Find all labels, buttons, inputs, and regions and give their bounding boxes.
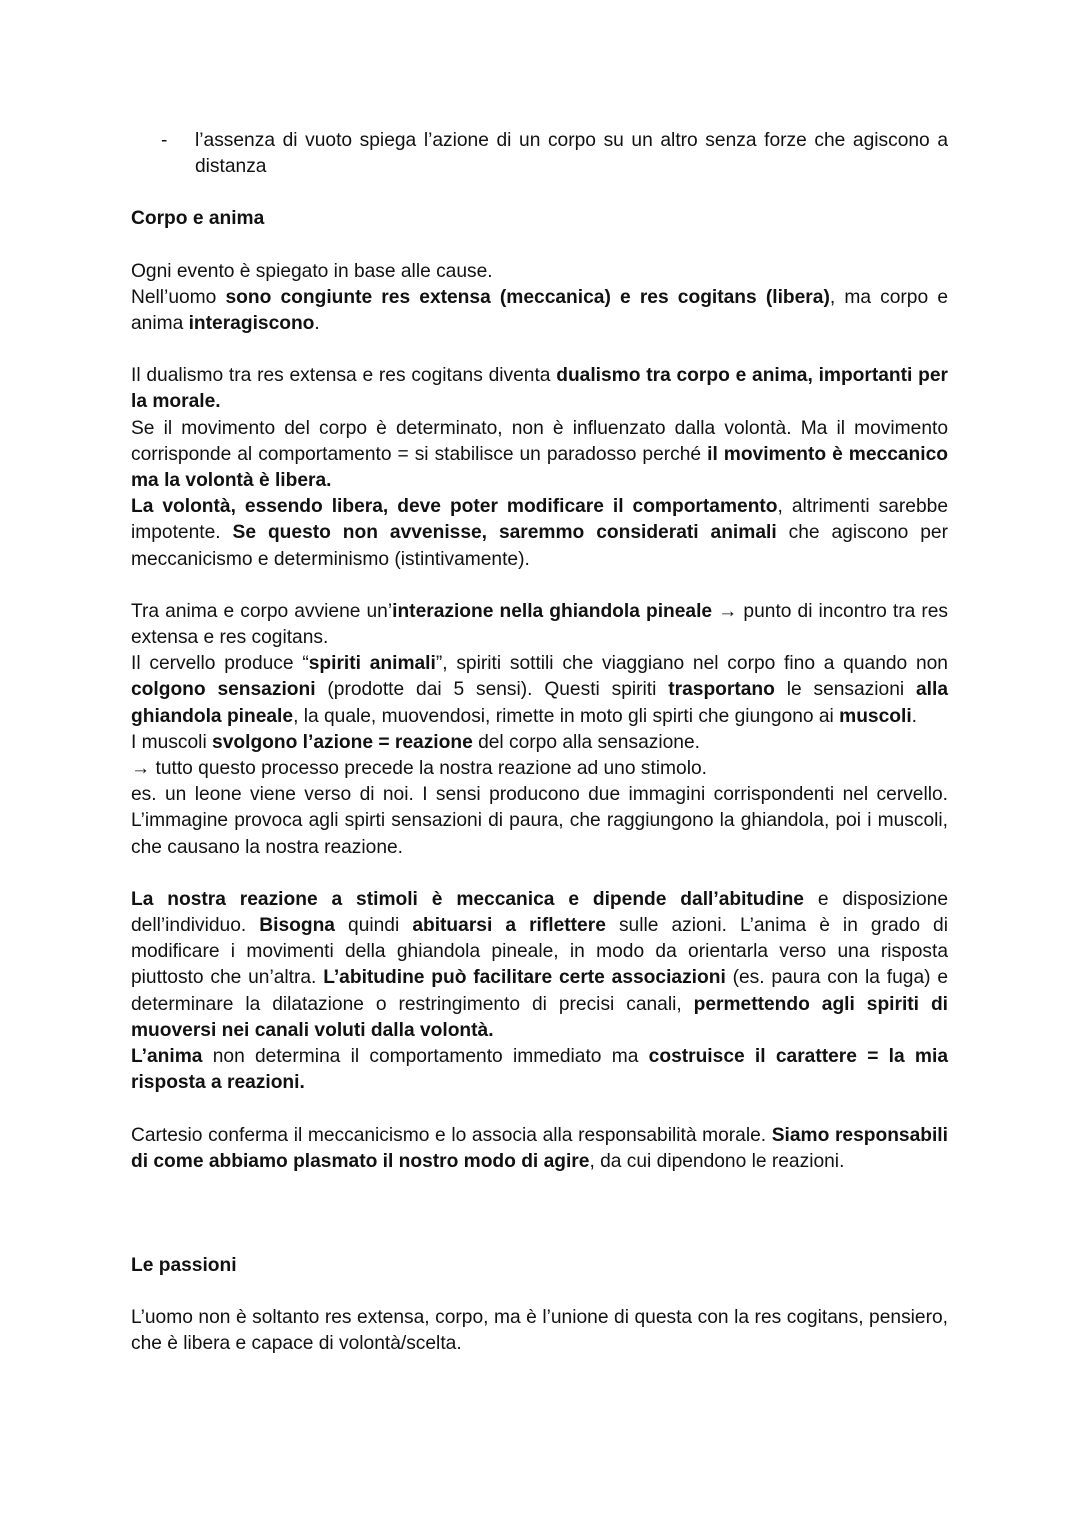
bold-text-run: trasportano bbox=[668, 679, 775, 701]
bold-text-run: Siamo responsabili di come abbiamo plasmato il nostro modo di agire bbox=[131, 1124, 948, 1172]
text-run: quindi bbox=[334, 915, 413, 937]
text-run: , la quale, muovendosi, rimette in moto gli spirti che giungono ai bbox=[293, 705, 840, 727]
text-run: Tra anima e corpo avviene un’ bbox=[131, 600, 393, 622]
text-run: (prodotte dai 5 sensi). Questi spiriti bbox=[315, 679, 669, 701]
bold-text-run: La nostra reazione a stimoli è meccanica e dipende dall’abitudine bbox=[131, 888, 804, 910]
text-run: del corpo alla sensazione. bbox=[472, 731, 700, 753]
text-run: , ma corpo e anima bbox=[131, 286, 948, 335]
bullet-marker: - bbox=[161, 130, 168, 151]
text-run: che agiscono per meccanicismo e determinismo (istintivamente). bbox=[131, 522, 948, 570]
heading-corpo-e-anima: Corpo e anima bbox=[131, 208, 265, 230]
text-run: → tutto questo processo precede la nostra reazione ad uno stimolo. bbox=[131, 758, 707, 780]
text-run: (es. paura con la fuga) e determinare la dilatazione o restringimento di precisi canali, bbox=[131, 967, 949, 1015]
text-run: Se il movimento del corpo è determinato, non è influenzato dalla volontà. Ma il movimento corrisponde al comportamento = si stabilisce un paradosso perché bbox=[131, 417, 948, 465]
bold-text-run: colgono sensazioni bbox=[131, 679, 316, 701]
paragraph bbox=[131, 494, 948, 573]
bold-text-run: alla ghiandola pineale bbox=[131, 679, 948, 727]
text-run: . bbox=[314, 313, 320, 335]
paragraph bbox=[131, 599, 948, 651]
paragraph bbox=[131, 416, 948, 495]
text-run: le sensazioni bbox=[774, 679, 916, 701]
text-run: Ogni evento è spiegato in base alle cause. bbox=[131, 260, 493, 282]
bold-text-run: Bisogna bbox=[259, 915, 335, 937]
text-run: L’uomo non è soltanto res extensa, corpo, ma è l’unione di questa con la res cogitans, pensiero, che è libera e capace di volontà/scelta. bbox=[131, 1307, 948, 1355]
text-run: Nell’uomo bbox=[131, 286, 226, 308]
text-run: . bbox=[911, 705, 917, 727]
heading-le-passioni: Le passioni bbox=[131, 1254, 237, 1276]
paragraph bbox=[131, 1044, 948, 1096]
paragraph bbox=[131, 1305, 948, 1357]
bold-text-run: permettendo agli spiriti di muoversi nei canali voluti dalla volontà. bbox=[131, 993, 948, 1041]
bullet-item bbox=[131, 128, 948, 180]
bold-text-run: interagiscono bbox=[188, 313, 315, 335]
paragraph bbox=[131, 887, 948, 1044]
text-run: e disposizione dell’individuo. bbox=[131, 888, 948, 937]
paragraph bbox=[131, 1123, 948, 1175]
text-run: → punto di incontro tra res extensa e res cogitans. bbox=[131, 600, 948, 649]
text-run: sulle azioni. L’anima è in grado di modificare i movimenti della ghiandola pineale, in modo da orientarla verso una risposta piuttosto che un’altra. bbox=[131, 915, 948, 989]
paragraph bbox=[131, 285, 948, 337]
paragraph bbox=[131, 651, 948, 730]
bold-text-run: muscoli bbox=[839, 705, 912, 727]
bold-text-run: L’anima bbox=[131, 1046, 203, 1068]
bold-text-run: il movimento è meccanico ma la volontà è libera. bbox=[131, 443, 948, 492]
bold-text-run: interazione nella ghiandola pineale bbox=[392, 600, 713, 622]
paragraph bbox=[131, 259, 948, 285]
paragraph bbox=[131, 730, 948, 756]
bold-text-run: sono congiunte res extensa (meccanica) e res cogitans (libera) bbox=[225, 286, 830, 308]
text-run: Il dualismo tra res extensa e res cogitans diventa bbox=[131, 365, 557, 387]
text-run: Cartesio conferma il meccanicismo e lo associa alla responsabilità morale. bbox=[131, 1124, 772, 1146]
bold-text-run: spiriti animali bbox=[308, 653, 436, 675]
text-run: , da cui dipendono le reazioni. bbox=[589, 1150, 845, 1172]
text-run: ”, spiriti sottili che viaggiano nel corpo fino a quando non bbox=[435, 653, 948, 675]
paragraph bbox=[131, 782, 948, 861]
paragraph bbox=[131, 756, 948, 782]
bold-text-run: svolgono l’azione = reazione bbox=[212, 731, 473, 753]
bold-text-run: costruisce il carattere = la mia risposta a reazioni. bbox=[131, 1046, 948, 1094]
document-page bbox=[131, 128, 948, 1358]
text-run: , altrimenti sarebbe impotente. bbox=[131, 496, 948, 544]
text-run: Il cervello produce “ bbox=[131, 653, 309, 675]
bold-text-run: abituarsi a riflettere bbox=[412, 915, 606, 937]
text-run: I muscoli bbox=[131, 731, 213, 753]
bold-text-run: dualismo tra corpo e anima, importanti per la morale. bbox=[131, 365, 948, 413]
bold-text-run: Se questo non avvenisse, saremmo considerati animali bbox=[232, 522, 777, 544]
bullet-text: l’assenza di vuoto spiega l’azione di un corpo su un altro senza forze che agiscono a distanza bbox=[195, 130, 948, 178]
bold-text-run: La volontà, essendo libera, deve poter modificare il comportamento bbox=[131, 496, 778, 518]
paragraph bbox=[131, 363, 948, 415]
text-run: non determina il comportamento immediato ma bbox=[202, 1046, 649, 1068]
bold-text-run: L’abitudine può facilitare certe associazioni bbox=[323, 967, 726, 989]
text-run: es. un leone viene verso di noi. I sensi producono due immagini corrispondenti nel cervello. L’immagine provoca agli spirti sensazioni di paura, che raggiungono la ghiandola, poi i muscoli, che causano la nostra reazione. bbox=[131, 784, 948, 858]
